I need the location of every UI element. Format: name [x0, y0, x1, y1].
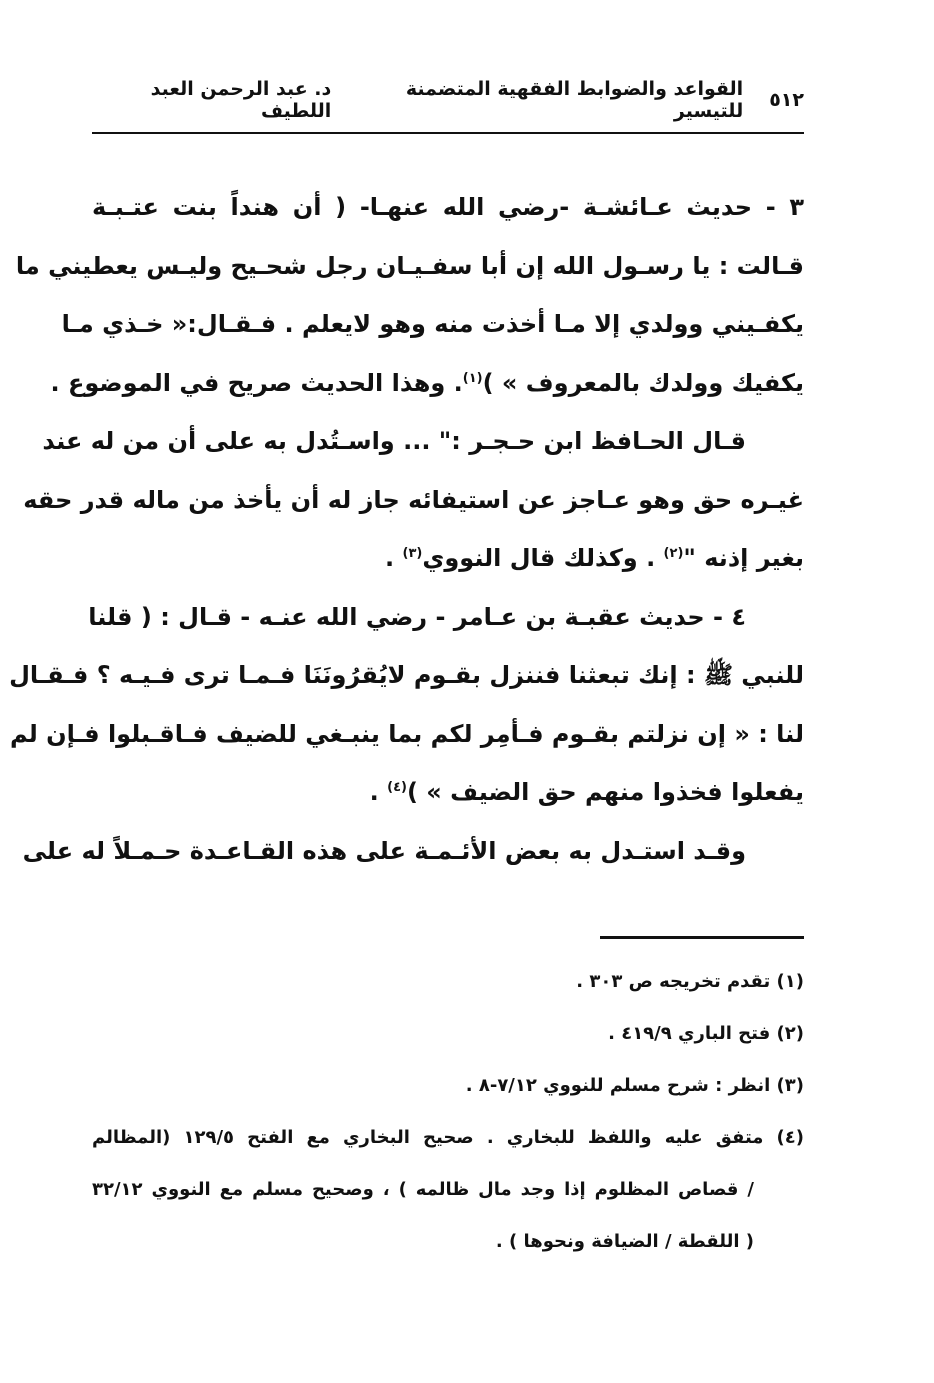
footnote-2: (٢) فتح الباري ٤١٩/٩ .	[608, 1023, 804, 1044]
text-line: للنبي ﷺ : إنك تبعثنا فننزل بقـوم لايُقرُونَنَا فـمـا ترى فـيـه ؟ فـقـال	[9, 661, 804, 689]
footnote-ref: (٤)	[387, 780, 407, 795]
footnote-ref: (١)	[462, 370, 483, 386]
text-line: قـال الحـافظ ابن حـجـر :" ... واسـتُدل به على أن من له عند	[42, 427, 746, 455]
running-header	[92, 78, 804, 122]
text-line: لنا : « إن نزلتم بقـوم فـأمِر لكم بما ينبـغي للضيف فـاقـبلوا فـإن لم	[9, 719, 804, 748]
footnotes	[92, 956, 804, 1268]
author-name: د. عبد الرحمن العبد اللطيف	[150, 78, 332, 122]
text-line: ٣ - حديث عـائشـة -رضي الله عنهـا- ( أن هنداً بنت عتـبـة	[92, 193, 804, 221]
page-number: ٥١٢	[769, 89, 804, 111]
footnote-separator	[600, 936, 804, 939]
footnote-3: (٣) انظر : شرح مسلم للنووي ٧/١٢-٨ .	[465, 1075, 804, 1096]
text-line: غيـره حق وهو عـاجز عن استيفائه جاز له أن يأخذ من ماله قدر حقه	[23, 485, 804, 514]
text-line: ٤ - حديث عقبـة بن عـامر - رضي الله عنـه - قـال : ( قلنا	[88, 602, 746, 631]
text-line: قـالت : يا رسـول الله إن أبا سفـيـان رجل شحـيح وليـس يعطيني ما	[15, 251, 804, 280]
footnote-ref: (٢)	[663, 546, 684, 561]
footnote-1: (١) تقدم تخريجه ص ٣٠٣ .	[576, 971, 804, 992]
footnote-4-cont: / قصاص المظلوم إذا وجد مال ظالمه ) ، وصحيح مسلم مع النووي ٣٢/١٢	[92, 1179, 754, 1200]
book-title: القواعد والضوابط الفقهية المتضمنة للتيسير	[405, 78, 744, 122]
main-text	[9, 178, 804, 880]
text-line: يفعلوا فخذوا منهم حق الضيف » )$^{(٤)}$ .	[369, 778, 804, 806]
text-line: بغير إذنه "$^{(٢)}$ . وكذلك قال النووي$^{(٣)}$ .	[385, 544, 804, 572]
footnote-4: (٤) متفق عليه واللفظ للبخاري . صحيح البخاري مع الفتح ١٢٩/٥ (المظالم	[92, 1127, 805, 1148]
footnote-4-cont: ( اللقطة / الضيافة ونحوها ) .	[495, 1231, 754, 1252]
text-line: يكفـيني وولدي إلا مـا أخذت منه وهو لايعلم . فـقـال:« خـذي مـا	[61, 310, 804, 338]
footnote-ref: (٣)	[402, 546, 423, 561]
text-line: يكفيك وولدك بالمعروف » )$^{(١)}$. وهذا الحديث صريح في الموضوع .	[50, 368, 804, 397]
text-line: وقـد استـدل به بعض الأئـمـة على هذه القـاعـدة حـمـلاً له على	[22, 836, 746, 865]
header-rule	[92, 132, 804, 134]
